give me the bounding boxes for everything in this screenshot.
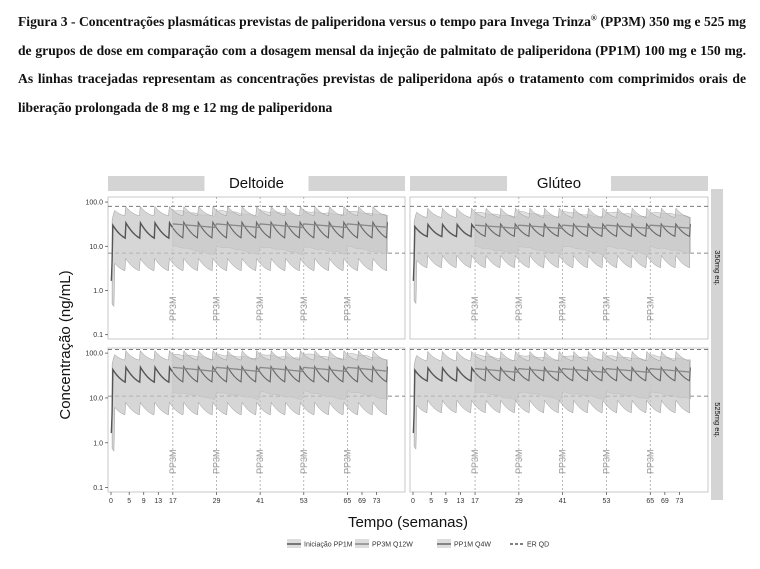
x-tick-label: 65 <box>646 498 655 505</box>
x-tick-label: 29 <box>212 498 221 505</box>
legend-label: ER QD <box>527 541 550 549</box>
pp3m-marker-label: PP3M <box>601 449 612 474</box>
y-tick-label: 100.0 <box>85 350 103 358</box>
y-tick-label: 100.0 <box>85 199 103 207</box>
legend-label: PP1M Q4W <box>454 541 491 549</box>
y-tick-label: 0.1 <box>93 332 103 340</box>
pp3m-marker-label: PP3M <box>513 449 524 474</box>
column-strip-label: Glúteo <box>536 175 582 192</box>
x-tick-label: 9 <box>141 498 146 505</box>
facet-panel <box>410 348 708 505</box>
x-tick-label: 13 <box>456 498 465 505</box>
x-tick-label: 69 <box>660 498 669 505</box>
x-tick-label: 73 <box>675 498 684 505</box>
pp3m-marker-label: PP3M <box>167 449 178 474</box>
pp3m-marker-label: PP3M <box>211 296 222 321</box>
pp3m-marker-label: PP3M <box>557 449 568 474</box>
pp1m-band <box>414 351 690 449</box>
x-tick-label: 0 <box>411 498 415 505</box>
x-tick-label: 53 <box>602 498 611 505</box>
x-tick-label: 5 <box>429 498 434 505</box>
caption-text-continued: (PP3M) 350 mg e 525 mg de grupos de dose em comparação com a dosagem mensal da injeção de palmitato de paliperidona (PP1M) 100 mg e 150 mg. As linhas tracejadas representam as concentrações previstas de paliperidona após o tratamento com comprimidos orais de liberação prolongada de 8 mg e 12 mg de paliperidona <box>18 14 746 115</box>
x-tick-label: 41 <box>256 498 265 505</box>
x-tick-label: 41 <box>558 498 567 505</box>
x-axis-title: Tempo (semanas) <box>347 514 469 531</box>
row-strip-label: 525mg eq. <box>713 402 722 438</box>
y-axis-title: Concentração (ng/mL) <box>57 270 74 420</box>
pp3m-marker-label: PP3M <box>255 449 266 474</box>
pp3m-marker-label: PP3M <box>342 449 353 474</box>
facet-panel <box>410 197 708 339</box>
x-tick-label: 5 <box>127 498 132 505</box>
x-tick-label: 17 <box>471 498 479 505</box>
x-tick-label: 73 <box>372 498 381 505</box>
pp3m-marker-label: PP3M <box>645 449 656 474</box>
pp3m-marker-label: PP3M <box>470 296 481 321</box>
y-tick-label: 0.1 <box>93 485 103 493</box>
pp3m-marker-label: PP3M <box>601 296 612 321</box>
pp1m-band <box>112 206 387 306</box>
pp3m-marker-label: PP3M <box>298 449 309 474</box>
pp3m-marker-label: PP3M <box>342 296 353 321</box>
caption-text: Figura 3 - Concentrações plasmáticas previstas de paliperidona versus o tempo para Invega Trinza <box>18 14 591 29</box>
x-tick-label: 13 <box>154 498 163 505</box>
pp3m-marker-label: PP3M <box>645 296 656 321</box>
facet-panel <box>85 197 405 339</box>
legend-label: Iniciação PP1M <box>304 541 353 549</box>
pp3m-marker-label: PP3M <box>470 449 481 474</box>
pp3m-marker-label: PP3M <box>298 296 309 321</box>
pp1m-band <box>414 208 690 303</box>
pp1m-band <box>112 351 387 452</box>
x-tick-label: 9 <box>443 498 448 505</box>
pp3m-marker-label: PP3M <box>167 296 178 321</box>
pp3m-marker-label: PP3M <box>211 449 222 474</box>
caption-sup: ® <box>590 13 597 23</box>
pp3m-marker-label: PP3M <box>557 296 568 321</box>
pp3m-marker-label: PP3M <box>513 296 524 321</box>
x-tick-label: 53 <box>299 498 308 505</box>
y-tick-label: 10.0 <box>89 395 103 403</box>
x-tick-label: 0 <box>109 498 113 505</box>
facet-panel <box>85 348 405 505</box>
legend-label: PP3M Q12W <box>372 541 413 549</box>
x-tick-label: 65 <box>343 498 352 505</box>
row-strip-label: 350mg eq. <box>713 250 722 286</box>
column-strip-label: Deltoide <box>228 175 285 192</box>
y-tick-label: 1.0 <box>93 287 103 295</box>
x-tick-label: 69 <box>358 498 366 505</box>
y-tick-label: 10.0 <box>89 243 103 251</box>
y-tick-label: 1.0 <box>93 440 103 448</box>
x-tick-label: 29 <box>514 498 523 505</box>
pp3m-marker-label: PP3M <box>255 296 266 321</box>
x-tick-label: 17 <box>168 498 177 505</box>
